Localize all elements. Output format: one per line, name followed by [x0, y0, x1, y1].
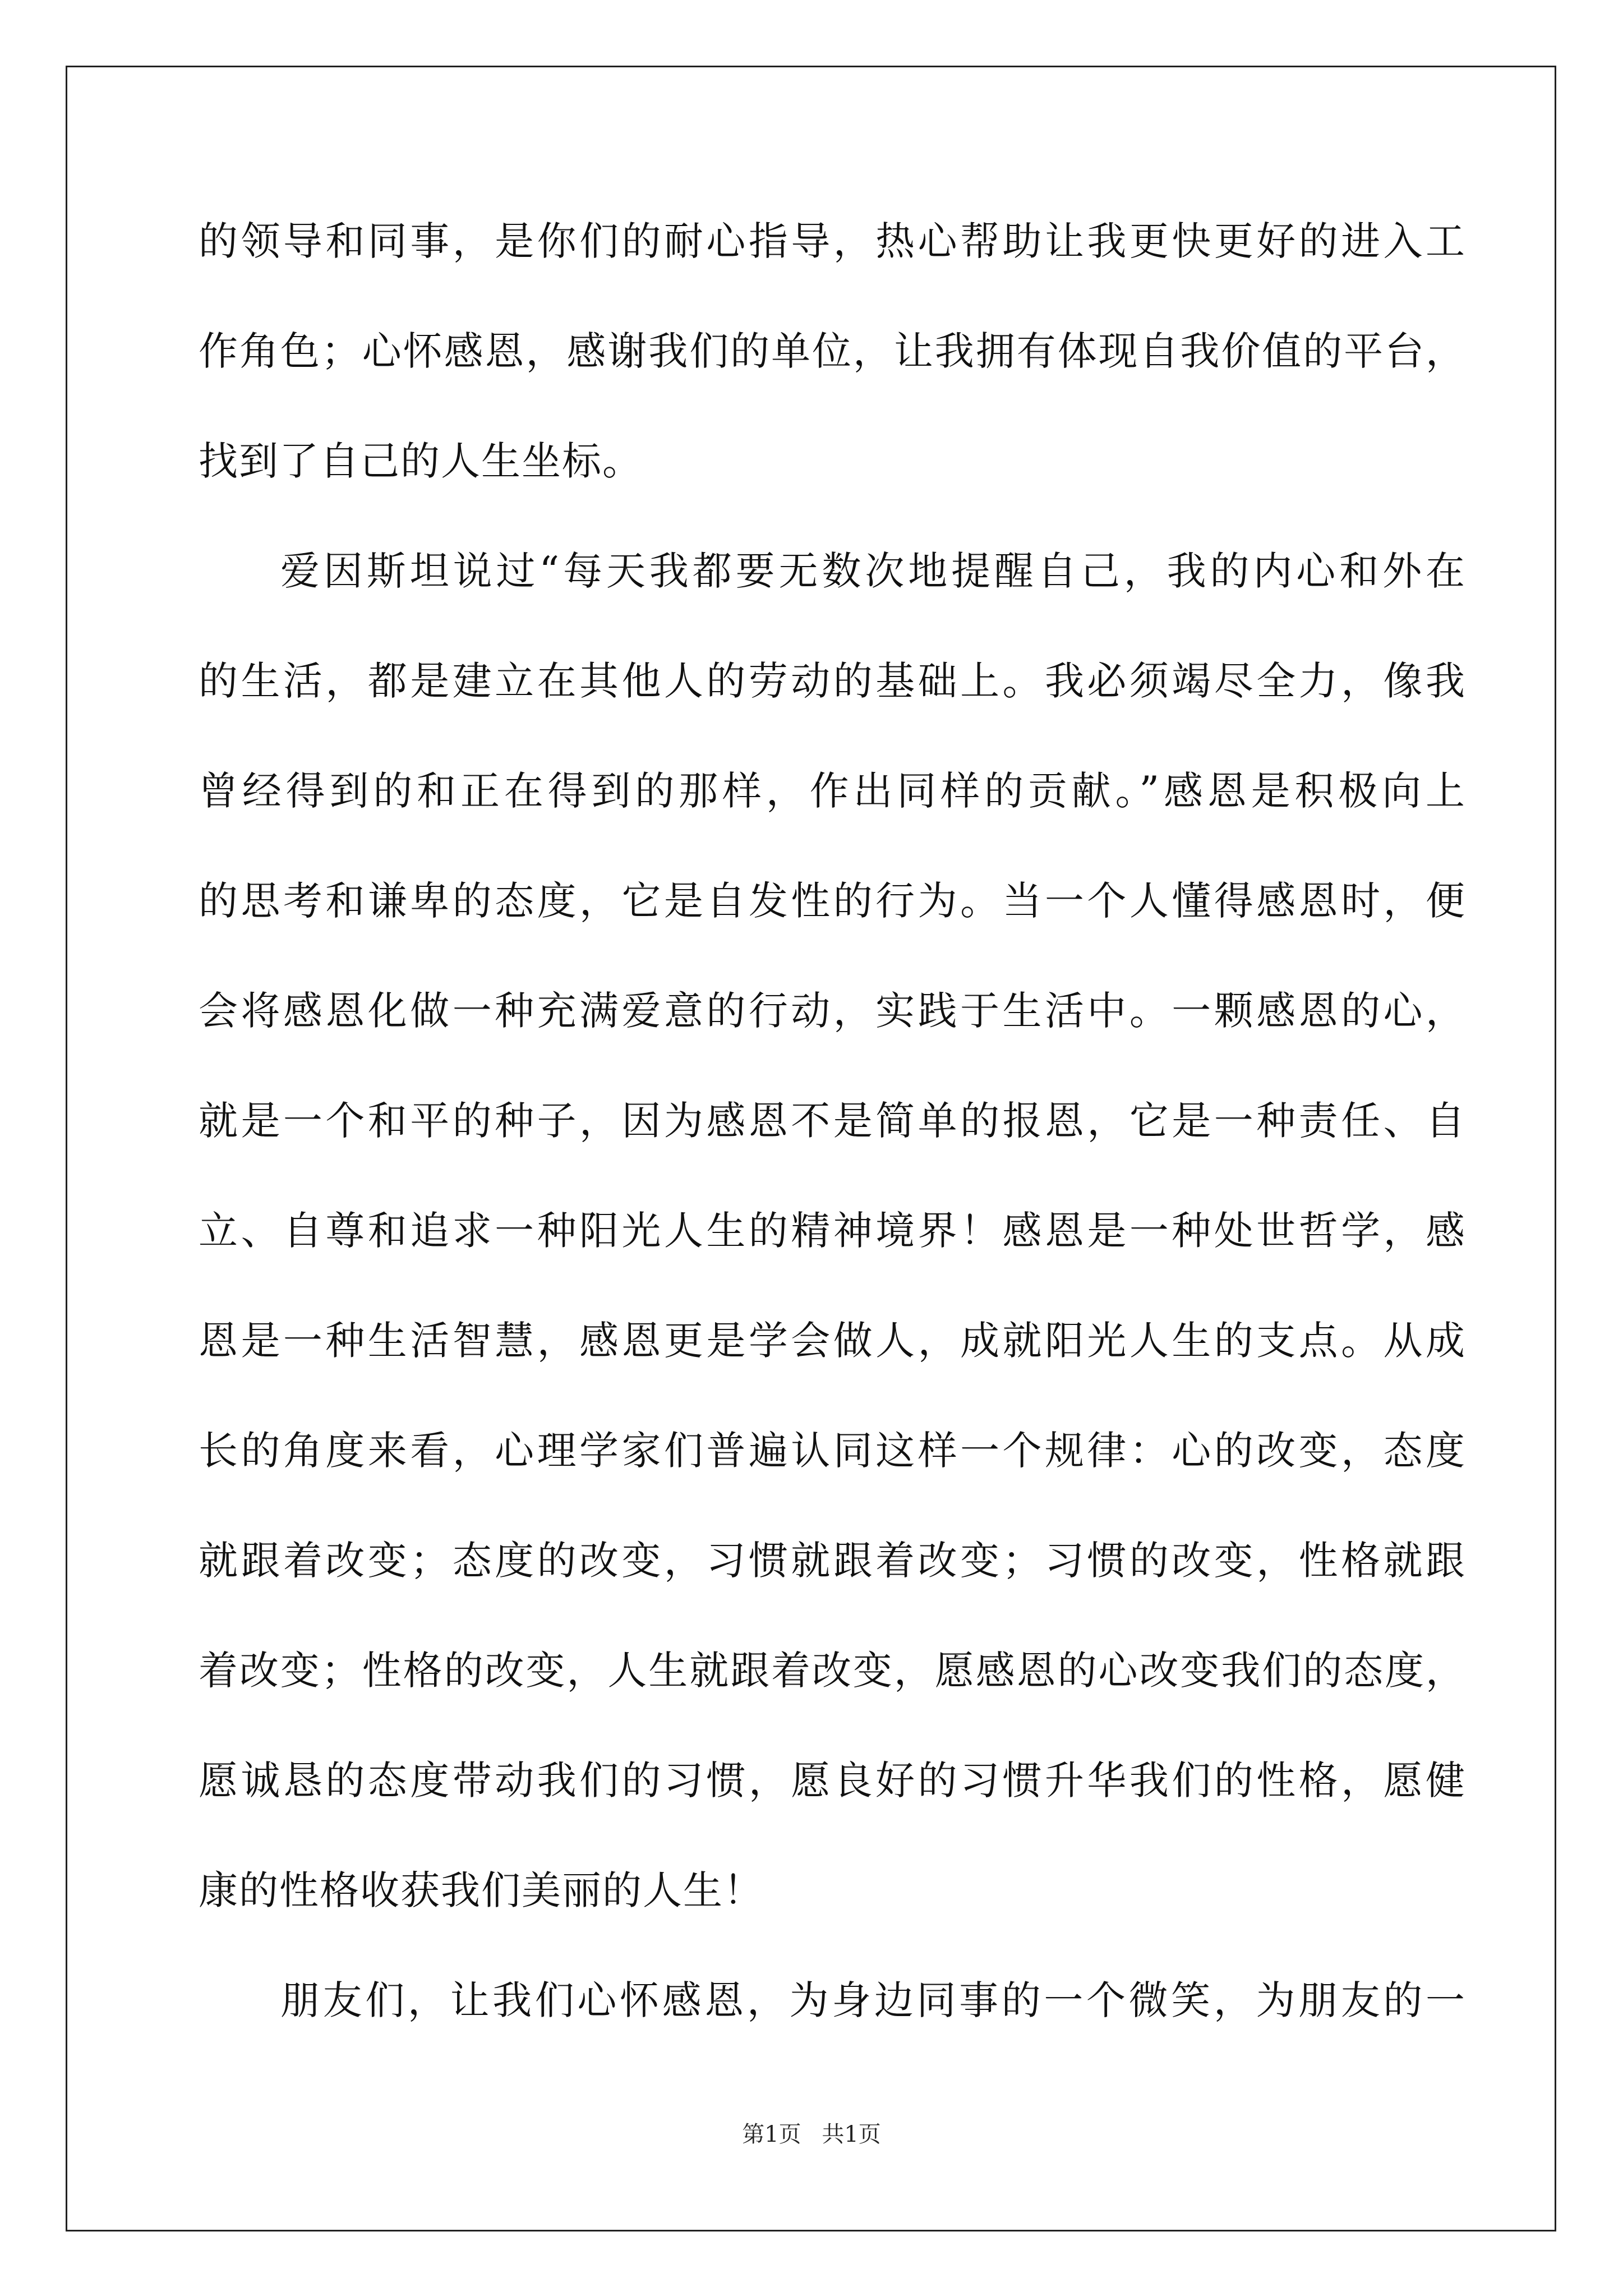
text-line: 就跟着改变；态度的改变，习惯就跟着改变；习惯的改变，性格就跟 [199, 1538, 1466, 1584]
text-line: 曾经得到的和正在得到的那样，作出同样的贡献。”感恩是积极向上 [199, 768, 1466, 814]
text-line: 就是一个和平的种子，因为感恩不是简单的报恩，它是一种责任、自 [199, 1098, 1466, 1144]
paragraph-start-line: 朋友们，让我们心怀感恩，为身边同事的一个微笑，为朋友的一 [280, 1977, 1466, 2023]
text-line: 会将感恩化做一种充满爱意的行动，实践于生活中。一颗感恩的心， [199, 988, 1466, 1034]
page-number: 第1页 [742, 2122, 801, 2147]
page-footer [0, 2123, 1623, 2146]
paragraph-start-line: 爱因斯坦说过“每天我都要无数次地提醒自己，我的内心和外在 [280, 548, 1466, 594]
text-line: 愿诚恳的态度带动我们的习惯，愿良好的习惯升华我们的性格，愿健 [199, 1757, 1466, 1803]
text-line: 长的角度来看，心理学家们普遍认同这样一个规律：心的改变，态度 [199, 1428, 1466, 1474]
text-line: 着改变；性格的改变，人生就跟着改变，愿感恩的心改变我们的态度， [199, 1648, 1466, 1694]
page-total: 共1页 [822, 2122, 881, 2147]
text-line: 立、自尊和追求一种阳光人生的精神境界！感恩是一种处世哲学，感 [199, 1208, 1466, 1254]
text-line: 的思考和谦卑的态度，它是自发性的行为。当一个人懂得感恩时，便 [199, 878, 1466, 924]
text-line: 的生活，都是建立在其他人的劳动的基础上。我必须竭尽全力，像我 [199, 658, 1466, 704]
text-line: 找到了自己的人生坐标。 [199, 438, 643, 484]
text-line: 的领导和同事，是你们的耐心指导，热心帮助让我更快更好的进入工 [199, 218, 1466, 264]
text-line: 作角色；心怀感恩，感谢我们的单位，让我拥有体现自我价值的平台， [199, 328, 1466, 374]
text-line: 恩是一种生活智慧，感恩更是学会做人，成就阳光人生的支点。从成 [199, 1318, 1466, 1364]
document-body [199, 218, 1466, 2091]
text-line: 康的性格收获我们美丽的人生！ [199, 1867, 764, 1913]
